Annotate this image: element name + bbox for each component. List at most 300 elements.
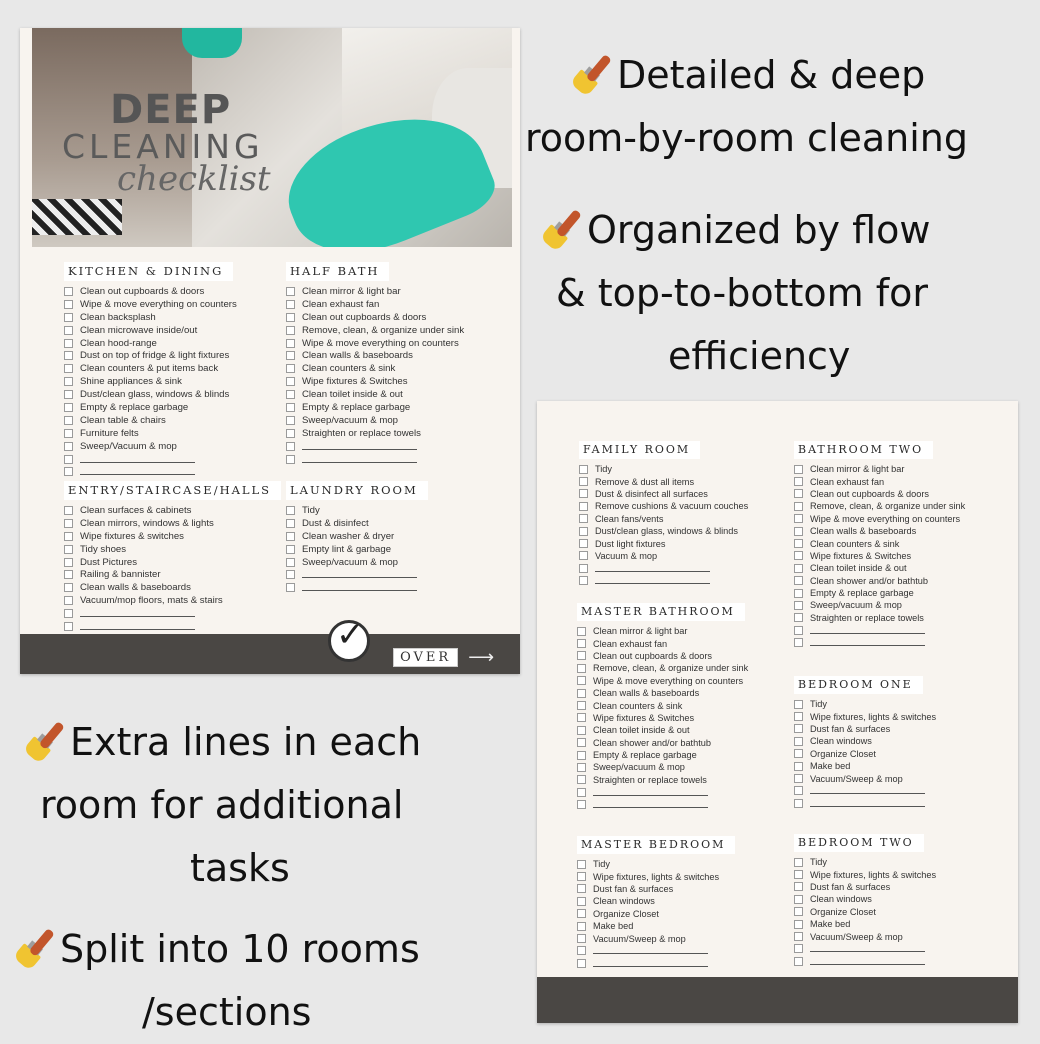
checklist-item-label: Wipe fixtures, lights & switches [593, 871, 720, 882]
checklist-item [577, 870, 735, 882]
checklist [577, 625, 748, 811]
broom-icon [14, 926, 56, 970]
checkbox[interactable] [794, 944, 803, 953]
checklist-item-label: Clean walls & baseboards [593, 688, 700, 699]
checkbox[interactable] [579, 539, 588, 548]
checklist-item [64, 375, 237, 388]
checklist-item-label: Furniture felts [80, 427, 139, 439]
callout-text: tasks [190, 846, 290, 890]
checklist-item-label: Clean mirror & light bar [302, 285, 401, 297]
section-master-bedroom [577, 833, 735, 970]
checklist-item [286, 311, 464, 324]
blank-task-line [577, 786, 748, 798]
write-in-line[interactable] [80, 474, 195, 475]
checkbox[interactable] [286, 364, 295, 373]
checklist-item [794, 537, 965, 549]
blank-task-line [794, 943, 936, 955]
checklist-item-label: Wipe fixtures & switches [80, 530, 184, 542]
checklist-item-label: Wipe fixtures & Switches [302, 376, 408, 388]
checklist-item-label: Make bed [810, 761, 851, 772]
checklist-item [794, 930, 936, 942]
checkbox[interactable] [577, 701, 586, 710]
blank-task-line [579, 562, 748, 574]
checkbox[interactable] [794, 502, 803, 511]
checklist-item [286, 427, 464, 440]
checklist-item-label: Vacuum/Sweep & mop [810, 931, 903, 942]
checkbox[interactable] [577, 726, 586, 735]
checklist-item [577, 699, 748, 711]
checklist-item [286, 504, 428, 517]
blank-task-line [794, 955, 936, 967]
checklist-item-label: Tidy [810, 857, 828, 868]
checkbox[interactable] [286, 390, 295, 399]
checkbox[interactable] [286, 558, 295, 567]
checkbox[interactable] [64, 467, 73, 476]
section-title: MASTER BEDROOM [577, 836, 735, 854]
checklist-item-label: Remove cushions & vacuum couches [595, 501, 749, 512]
callout-detailed [525, 44, 969, 170]
checklist-item-label: Make bed [593, 921, 634, 932]
checklist-item-label: Clean counters & sink [593, 700, 683, 711]
checklist-item-label: Clean counters & put items back [80, 363, 219, 375]
blank-task-line [794, 636, 965, 648]
checkbox[interactable] [64, 364, 73, 373]
checklist [794, 698, 936, 810]
checklist-item-label: Shine appliances & sink [80, 376, 182, 388]
checkbox[interactable] [577, 738, 586, 747]
checklist-item [64, 427, 237, 440]
checkbox[interactable] [794, 551, 803, 560]
checklist-item [64, 337, 237, 350]
header-photo [32, 28, 512, 247]
checklist [286, 504, 428, 594]
over-label: OVER [393, 648, 458, 667]
callout-extra-lines [24, 711, 421, 900]
write-in-line[interactable] [810, 793, 925, 794]
checklist [579, 463, 748, 587]
checklist-item [794, 723, 936, 735]
checklist-item-label: Clean out cupboards & doors [593, 650, 713, 661]
arrow-right-icon: ⟶ [468, 647, 494, 668]
checklist-item-label: Clean walls & baseboards [80, 582, 191, 594]
checkbox[interactable] [64, 506, 73, 515]
checkbox[interactable] [64, 455, 73, 464]
checkbox[interactable] [577, 909, 586, 918]
checkbox[interactable] [579, 576, 588, 585]
section-title: LAUNDRY ROOM [286, 481, 428, 500]
checkbox[interactable] [577, 676, 586, 685]
checkbox[interactable] [577, 959, 586, 968]
write-in-line[interactable] [593, 966, 708, 967]
write-in-line[interactable] [810, 951, 925, 952]
section-bedroom-one [794, 673, 936, 810]
checkbox[interactable] [577, 860, 586, 869]
checkbox[interactable] [794, 514, 803, 523]
write-in-line[interactable] [810, 964, 925, 965]
checklist-item [794, 500, 965, 512]
checkbox[interactable] [794, 465, 803, 474]
checkbox[interactable] [794, 712, 803, 721]
checkbox[interactable] [64, 339, 73, 348]
checklist-item [64, 530, 281, 543]
checkbox[interactable] [577, 639, 586, 648]
checkbox[interactable] [286, 377, 295, 386]
write-in-line[interactable] [810, 645, 925, 646]
checkbox[interactable] [579, 502, 588, 511]
checklist-item [794, 760, 936, 772]
checkbox[interactable] [579, 564, 588, 573]
blank-task-line [577, 798, 748, 810]
checkbox[interactable] [577, 689, 586, 698]
section-title: ENTRY/STAIRCASE/HALLS [64, 481, 281, 500]
checkbox[interactable] [64, 326, 73, 335]
checkbox[interactable] [794, 539, 803, 548]
over-indicator [393, 647, 494, 668]
checklist-item-label: Straighten or replace towels [810, 612, 924, 623]
broom-icon [24, 719, 66, 763]
checklist-item [577, 625, 748, 637]
checkbox[interactable] [579, 514, 588, 523]
checkbox[interactable] [794, 749, 803, 758]
checkbox[interactable] [577, 934, 586, 943]
checklist-item [794, 906, 936, 918]
section-family-room [579, 438, 748, 587]
checklist-item-label: Railing & bannister [80, 569, 161, 581]
checkbox[interactable] [64, 313, 73, 322]
write-in-line[interactable] [593, 953, 708, 954]
checkbox[interactable] [286, 339, 295, 348]
checklist-item-label: Clean counters & sink [810, 538, 900, 549]
checkbox[interactable] [794, 527, 803, 536]
checkbox[interactable] [286, 403, 295, 412]
checkbox[interactable] [286, 351, 295, 360]
blank-task-line [64, 465, 237, 478]
write-in-line[interactable] [810, 806, 925, 807]
checkbox[interactable] [577, 763, 586, 772]
checklist-item [794, 475, 965, 487]
checklist-item [64, 504, 281, 517]
checklist-item-label: Wipe & move everything on counters [810, 513, 961, 524]
checklist-item-label: Sweep/vacuum & mop [810, 600, 902, 611]
checkbox[interactable] [794, 700, 803, 709]
checklist-item-label: Wipe fixtures & Switches [810, 550, 912, 561]
checkbox[interactable] [286, 545, 295, 554]
checkbox[interactable] [579, 527, 588, 536]
checklist-item-label: Clean backsplash [80, 311, 156, 323]
checklist-page-two [537, 401, 1018, 1023]
blank-task-line [794, 624, 965, 636]
blank-task-line [64, 620, 281, 633]
checklist-item-label: Clean mirror & light bar [810, 464, 905, 475]
checklist-item-label: Wipe fixtures, lights & switches [810, 711, 937, 722]
write-in-line[interactable] [593, 807, 708, 808]
checklist-page-one [20, 28, 520, 674]
checkbox[interactable] [577, 922, 586, 931]
checklist-item [286, 517, 428, 530]
checklist-item [577, 737, 748, 749]
write-in-line[interactable] [593, 795, 708, 796]
checklist-item-label: Remove, clean, & organize under sink [810, 501, 966, 512]
checklist-item-label: Clean hood-range [80, 337, 157, 349]
checklist-item [286, 298, 464, 311]
checkbox[interactable] [577, 713, 586, 722]
blank-task-line [286, 581, 428, 594]
checklist-item [579, 500, 748, 512]
checkbox[interactable] [577, 651, 586, 660]
checkbox[interactable] [64, 545, 73, 554]
checkbox[interactable] [286, 532, 295, 541]
title-deep: DEEP [110, 87, 232, 133]
checklist-item [286, 375, 464, 388]
checkbox[interactable] [794, 786, 803, 795]
checkbox[interactable] [64, 583, 73, 592]
checkbox[interactable] [64, 532, 73, 541]
section-bathroom-two [794, 438, 965, 649]
checkbox[interactable] [794, 774, 803, 783]
checkbox[interactable] [64, 442, 73, 451]
checkbox[interactable] [64, 403, 73, 412]
checkbox[interactable] [794, 724, 803, 733]
checklist-item [794, 868, 936, 880]
checklist-item-label: Clean windows [593, 896, 655, 907]
checkbox[interactable] [794, 737, 803, 746]
section-bedroom-two [794, 831, 936, 968]
checkbox[interactable] [577, 897, 586, 906]
checklist-item [286, 349, 464, 362]
checkbox[interactable] [794, 626, 803, 635]
write-in-line[interactable] [80, 462, 195, 463]
checklist-item [64, 285, 237, 298]
checklist-item [64, 324, 237, 337]
checklist-item-label: Empty & replace garbage [810, 588, 914, 599]
checklist-item [64, 440, 237, 453]
checklist [794, 463, 965, 649]
checklist-item [64, 568, 281, 581]
checkbox[interactable] [64, 416, 73, 425]
checklist-item-label: Organize Closet [593, 908, 659, 919]
checklist-item [794, 488, 965, 500]
checkbox[interactable] [286, 519, 295, 528]
checkbox[interactable] [794, 638, 803, 647]
checkbox[interactable] [286, 326, 295, 335]
checklist [286, 285, 464, 465]
checklist-item [64, 543, 281, 556]
callout-text: room for additional [40, 783, 404, 827]
checklist-item [794, 562, 965, 574]
write-in-line[interactable] [302, 577, 417, 578]
checkbox[interactable] [577, 872, 586, 881]
checklist-item-label: Dust & disinfect all surfaces [595, 488, 708, 499]
checkbox[interactable] [794, 477, 803, 486]
checklist-item [794, 612, 965, 624]
checklist-item-label: Tidy [593, 859, 611, 870]
checklist-item-label: Straighten or replace towels [302, 427, 421, 439]
section-master-bathroom [577, 600, 748, 811]
write-in-line[interactable] [595, 571, 710, 572]
checklist-item-label: Clean washer & dryer [302, 530, 395, 542]
checklist-item-label: Clean mirror & light bar [593, 626, 688, 637]
section-title: BEDROOM TWO [794, 834, 924, 852]
checklist-item-label: Dust fan & surfaces [810, 881, 891, 892]
callout-organized [541, 199, 930, 388]
section-title: MASTER BATHROOM [577, 603, 745, 621]
checkbox[interactable] [64, 570, 73, 579]
checkbox[interactable] [794, 799, 803, 808]
blank-task-line [794, 785, 936, 797]
checkbox[interactable] [577, 775, 586, 784]
checklist-item-label: Wipe & move everything on counters [80, 298, 237, 310]
checkbox[interactable] [794, 576, 803, 585]
callout-text: efficiency [668, 334, 851, 378]
checkbox[interactable] [577, 751, 586, 760]
checklist-item-label: Wipe fixtures & Switches [593, 712, 695, 723]
callout-text: Detailed & deep [617, 53, 926, 97]
checkbox[interactable] [794, 882, 803, 891]
checkbox[interactable] [577, 800, 586, 809]
checkbox[interactable] [64, 351, 73, 360]
section-title: BATHROOM TWO [794, 441, 933, 459]
write-in-line[interactable] [810, 633, 925, 634]
section-entry-staircase-halls [64, 479, 281, 633]
checkmark-icon: ✓ [328, 620, 370, 662]
page-footer [537, 977, 1018, 1023]
write-in-line[interactable] [80, 616, 195, 617]
checkbox[interactable] [794, 613, 803, 622]
checkbox[interactable] [577, 664, 586, 673]
checklist-item-label: Empty & replace garbage [302, 401, 411, 413]
write-in-line[interactable] [302, 462, 417, 463]
checklist-item [794, 698, 936, 710]
checkbox[interactable] [64, 287, 73, 296]
checklist-item-label: Vacuum & mop [595, 550, 658, 561]
checklist-item-label: Dust light fixtures [595, 538, 666, 549]
checklist-item-label: Organize Closet [810, 906, 876, 917]
checklist-item-label: Clean out cupboards & doors [80, 285, 205, 297]
checklist-item [794, 599, 965, 611]
checkbox[interactable] [794, 858, 803, 867]
checkbox[interactable] [577, 627, 586, 636]
checkbox[interactable] [794, 920, 803, 929]
checkbox[interactable] [794, 589, 803, 598]
checkbox[interactable] [577, 946, 586, 955]
checklist-item [577, 883, 735, 895]
blank-task-line [794, 797, 936, 809]
checklist-item [579, 513, 748, 525]
checkbox[interactable] [286, 429, 295, 438]
write-in-line[interactable] [302, 590, 417, 591]
checkbox[interactable] [64, 390, 73, 399]
checklist-item-label: Sweep/vacuum & mop [302, 556, 398, 568]
checkbox[interactable] [286, 570, 295, 579]
checkbox[interactable] [794, 564, 803, 573]
write-in-line[interactable] [302, 449, 417, 450]
checklist-item-label: Clean out cupboards & doors [302, 311, 427, 323]
checkbox[interactable] [577, 884, 586, 893]
checkbox[interactable] [579, 477, 588, 486]
checklist-item [794, 710, 936, 722]
checkbox[interactable] [579, 551, 588, 560]
checklist-item-label: Tidy [302, 504, 320, 516]
checkbox[interactable] [64, 377, 73, 386]
blank-task-line [577, 945, 735, 957]
section-laundry-room [286, 479, 428, 594]
checkbox[interactable] [286, 583, 295, 592]
checkbox[interactable] [64, 519, 73, 528]
checklist-item [577, 920, 735, 932]
checkbox[interactable] [64, 622, 73, 631]
checklist-item [794, 525, 965, 537]
checkbox[interactable] [794, 932, 803, 941]
checkbox[interactable] [286, 455, 295, 464]
checklist-item-label: Wipe fixtures, lights & switches [810, 869, 937, 880]
checkbox[interactable] [286, 313, 295, 322]
checkbox[interactable] [577, 788, 586, 797]
checklist-item [577, 712, 748, 724]
checklist-item [64, 517, 281, 530]
checklist-item-label: Clean surfaces & cabinets [80, 504, 192, 516]
checklist-item-label: Wipe & move everything on counters [593, 675, 744, 686]
checkbox[interactable] [579, 465, 588, 474]
checkbox[interactable] [286, 416, 295, 425]
write-in-line[interactable] [595, 583, 710, 584]
checkbox[interactable] [794, 895, 803, 904]
checkbox[interactable] [286, 300, 295, 309]
checkbox[interactable] [579, 489, 588, 498]
checkbox[interactable] [794, 907, 803, 916]
checkbox[interactable] [64, 596, 73, 605]
checkbox[interactable] [794, 957, 803, 966]
title-checklist: checklist [117, 159, 271, 199]
checkbox[interactable] [64, 300, 73, 309]
checkbox[interactable] [64, 558, 73, 567]
checklist-item-label: Organize Closet [810, 748, 876, 759]
checkbox[interactable] [794, 762, 803, 771]
checklist-item [64, 349, 237, 362]
checklist-item [64, 594, 281, 607]
checkbox[interactable] [794, 870, 803, 879]
checklist-item [286, 401, 464, 414]
write-in-line[interactable] [80, 629, 195, 630]
checklist-item [794, 772, 936, 784]
checkbox[interactable] [64, 609, 73, 618]
checkbox[interactable] [286, 442, 295, 451]
checkbox[interactable] [286, 287, 295, 296]
checklist-item-label: Tidy [810, 699, 828, 710]
checkbox[interactable] [64, 429, 73, 438]
checklist-item-label: Vacuum/mop floors, mats & stairs [80, 595, 223, 607]
checklist-item-label: Vacuum/Sweep & mop [593, 933, 686, 944]
blank-task-line [64, 453, 237, 466]
blank-task-line [64, 607, 281, 620]
checklist-item-label: Clean shower and/or bathtub [810, 575, 928, 586]
checklist-item-label: Remove & dust all items [595, 476, 695, 487]
checklist-item [286, 543, 428, 556]
checklist-item [579, 537, 748, 549]
checklist-item [64, 401, 237, 414]
checklist-item-label: Dust fan & surfaces [810, 723, 891, 734]
checkbox[interactable] [286, 506, 295, 515]
checkbox[interactable] [794, 601, 803, 610]
checklist-item-label: Clean counters & sink [302, 363, 396, 375]
checklist-item-label: Clean walls & baseboards [302, 350, 413, 362]
checklist-item [64, 362, 237, 375]
checklist-item-label: Clean mirrors, windows & lights [80, 517, 214, 529]
checklist-item [577, 687, 748, 699]
checklist-item-label: Sweep/vacuum & mop [302, 414, 398, 426]
checkbox[interactable] [794, 489, 803, 498]
checklist-item-label: Clean shower and/or bathtub [593, 737, 711, 748]
checklist-item [64, 388, 237, 401]
